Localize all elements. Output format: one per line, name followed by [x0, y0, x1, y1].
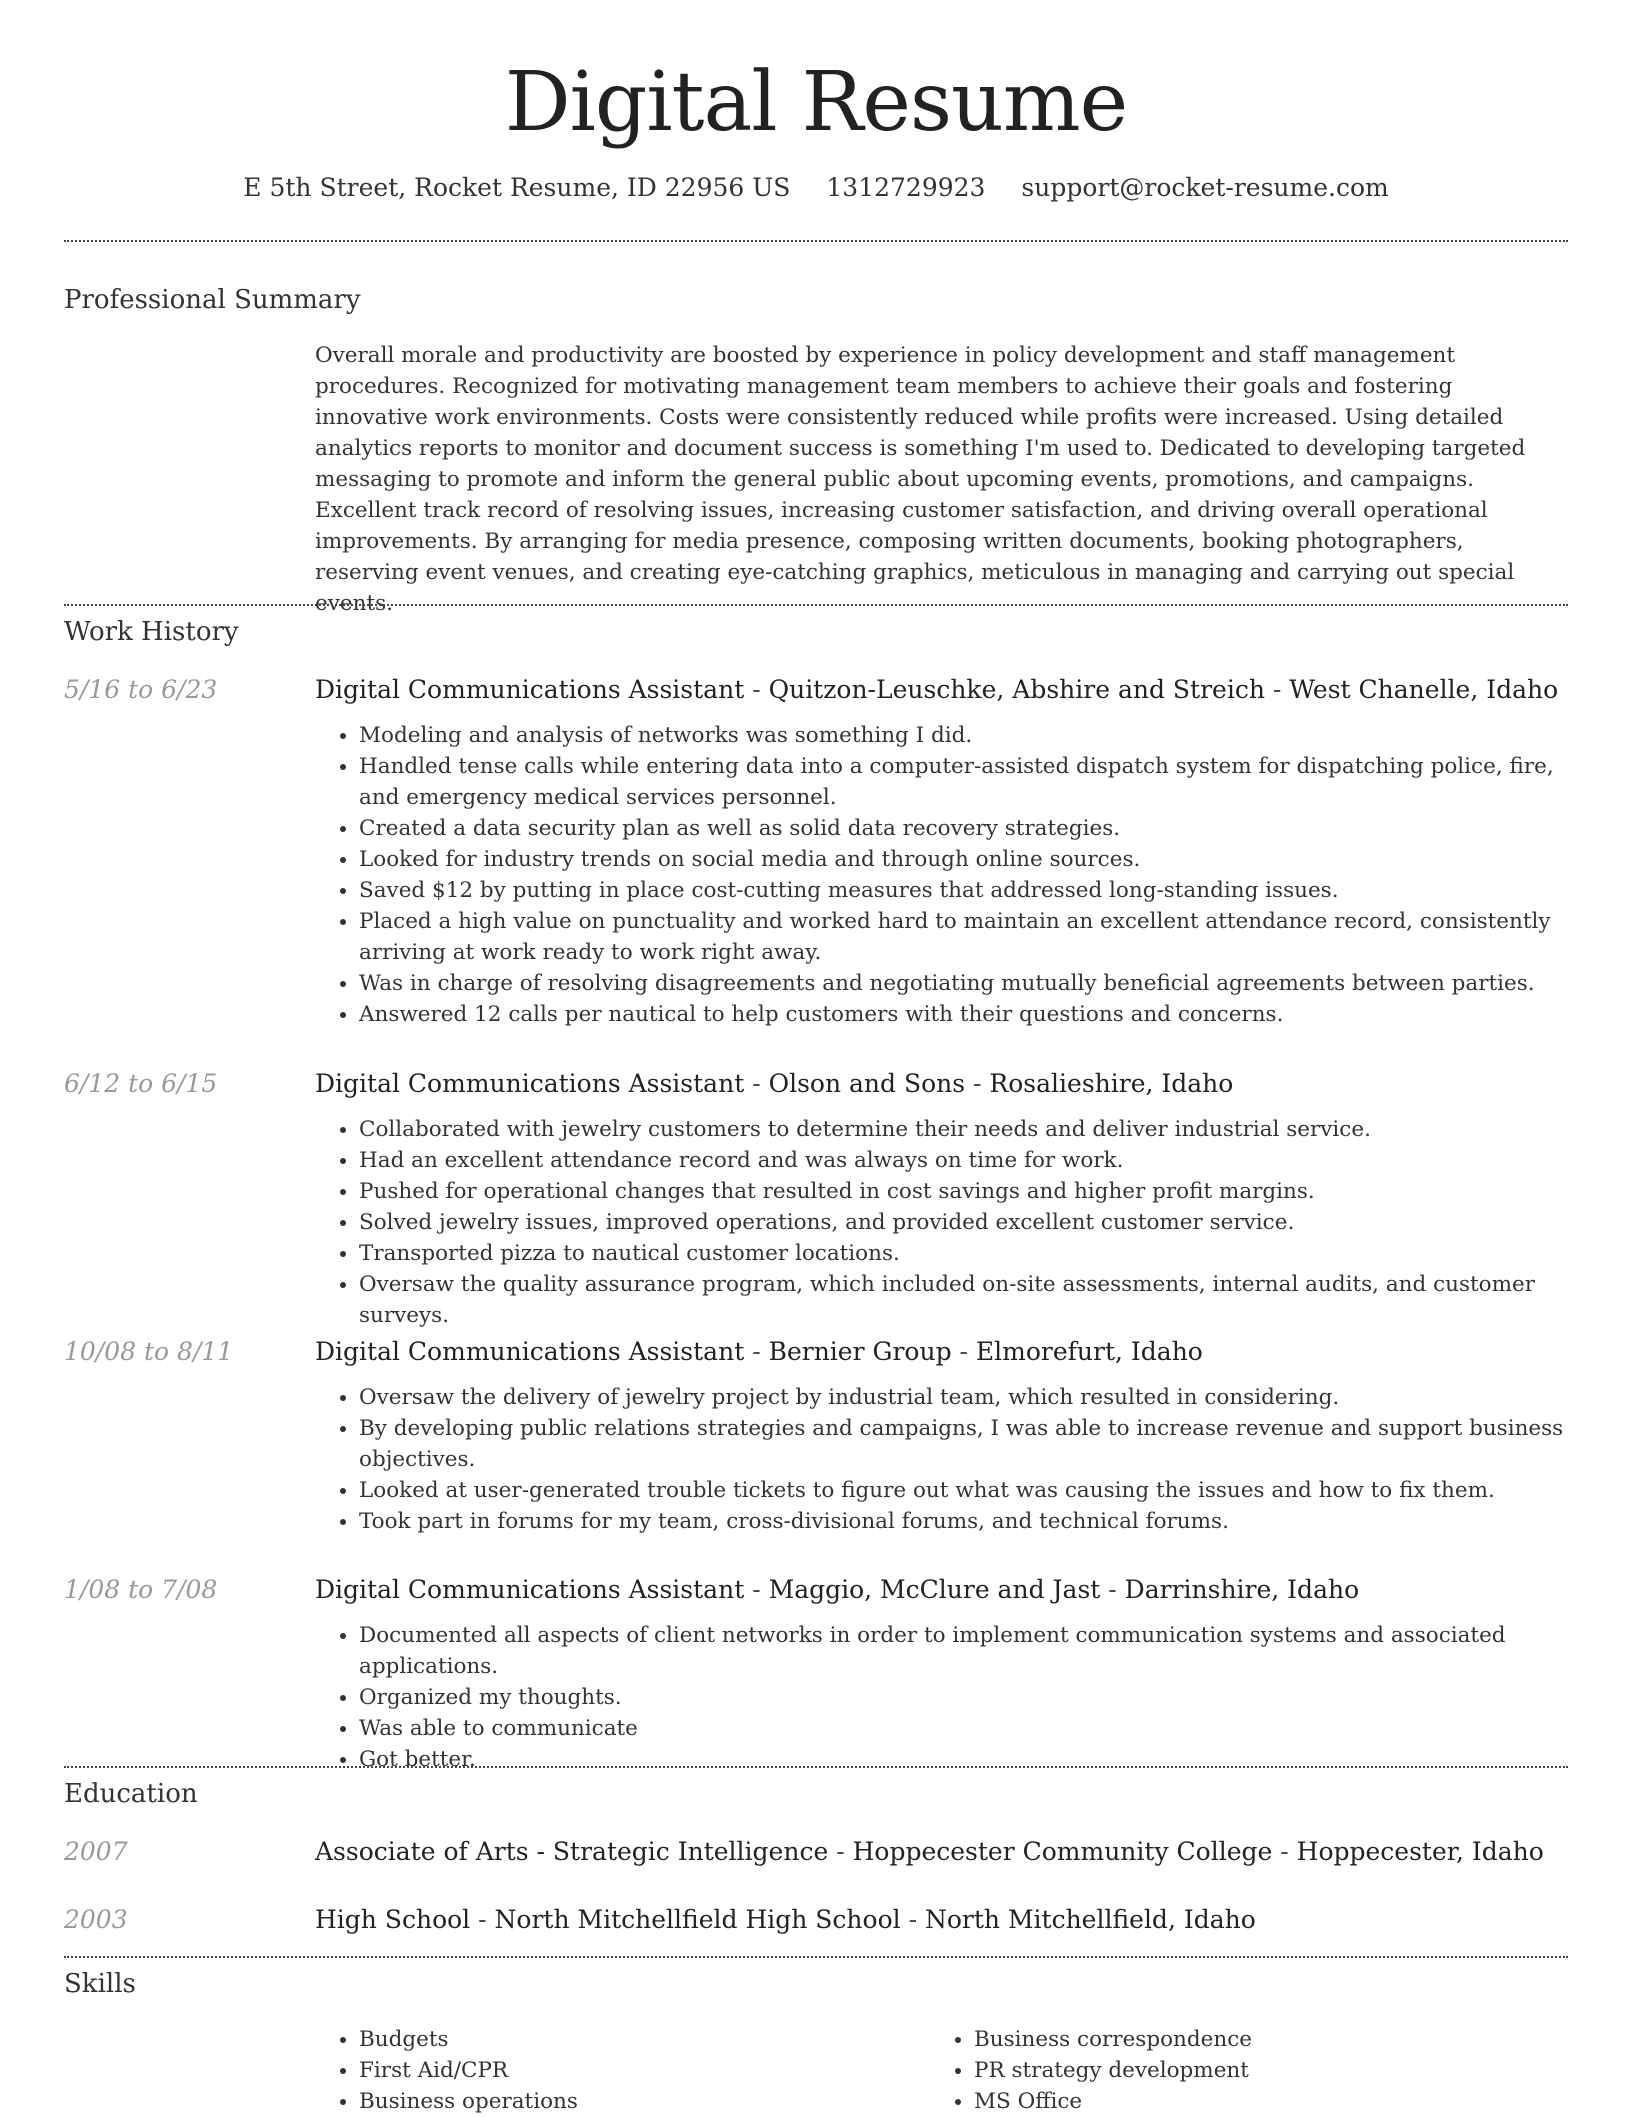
list-item: • Transported pizza to nautical customer locations. [359, 1238, 1568, 1269]
job-role: Digital Communications Assistant [315, 1069, 745, 1098]
job-title: Digital Communications Assistant - Quitzon-Leuschke, Abshire and Streich - West Chanelle, Idaho [315, 675, 1559, 704]
list-item: • Created a data security plan as well as solid data recovery strategies. [359, 813, 1568, 844]
job-company: Olson and Sons [768, 1069, 966, 1098]
work-history-heading: Work History [64, 617, 239, 647]
job-bullets [315, 1382, 1568, 1537]
job-dates: 10/08 to 8/11 [64, 1337, 234, 1366]
job-dates: 5/16 to 6/23 [64, 675, 218, 704]
skills-list-left [315, 2024, 915, 2117]
education-year: 2007 [64, 1837, 128, 1866]
list-item: • Looked at user-generated trouble tickets to figure out what was causing the issues and how to fix them. [359, 1475, 1568, 1506]
skill-item: • Budgets [359, 2024, 915, 2055]
list-item: • Modeling and analysis of networks was something I did. [359, 720, 1568, 751]
job-bullets [315, 1620, 1568, 1775]
list-item: • Documented all aspects of client networks in order to implement communication systems and associated applications. [359, 1620, 1568, 1682]
education-degree: Associate of Arts - Strategic Intelligence [315, 1837, 829, 1866]
divider [64, 240, 1568, 242]
education-school: North Mitchellfield High School [494, 1905, 901, 1934]
contact-phone: 1312729923 [826, 173, 986, 202]
job-title: Digital Communications Assistant - Maggio, McClure and Jast - Darrinshire, Idaho [315, 1575, 1360, 1604]
education-heading: Education [64, 1779, 198, 1809]
job-role: Digital Communications Assistant [315, 1337, 745, 1366]
list-item: • Oversaw the quality assurance program, which included on-site assessments, internal audits, and customer surveys. [359, 1269, 1568, 1331]
job-role: Digital Communications Assistant [315, 1575, 745, 1604]
job-location: West Chanelle, Idaho [1289, 675, 1559, 704]
summary-heading: Professional Summary [64, 285, 361, 315]
skill-item: • Business operations [359, 2086, 915, 2117]
job-location: Elmorefurt, Idaho [975, 1337, 1203, 1366]
job-title: Digital Communications Assistant - Olson and Sons - Rosalieshire, Idaho [315, 1069, 1234, 1098]
education-title: Associate of Arts - Strategic Intelligence - Hoppecester Community College - Hoppecester, Idaho [315, 1837, 1544, 1866]
skills-heading: Skills [64, 1969, 136, 1999]
skill-item: • Business correspondence [974, 2024, 1530, 2055]
job-company: Bernier Group [768, 1337, 952, 1366]
job-bullets [315, 720, 1568, 1030]
job-company: Maggio, McClure and Jast [768, 1575, 1101, 1604]
summary-text: Overall morale and productivity are boosted by experience in policy development and staff management procedures. Recognized for motivating management team members to achieve their goals and fostering innovative work environments. Costs were consistently reduced while profits were increased. Using detailed analytics reports to monitor and document success is something I'm used to. Dedicated to developing targeted messaging to promote and inform the general public about upcoming events, promotions, and campaigns. Excellent track record of resolving issues, increasing customer satisfaction, and driving overall operational improvements. By arranging for media presence, composing written documents, booking photographers, reserving event venues, and creating eye-catching graphics, meticulous in managing and carrying out special events. [315, 343, 1526, 616]
contact-address: E 5th Street, Rocket Resume, ID 22956 US [243, 173, 791, 202]
divider [64, 1766, 1568, 1768]
list-item: • Had an excellent attendance record and was always on time for work. [359, 1145, 1568, 1176]
resume-name: Digital Resume [504, 55, 1128, 150]
job-location: Darrinshire, Idaho [1124, 1575, 1360, 1604]
job-title: Digital Communications Assistant - Bernier Group - Elmorefurt, Idaho [315, 1337, 1203, 1366]
list-item: • Pushed for operational changes that resulted in cost savings and higher profit margins. [359, 1176, 1568, 1207]
job-role: Digital Communications Assistant [315, 675, 745, 704]
list-item: • Solved jewelry issues, improved operations, and provided excellent customer service. [359, 1207, 1568, 1238]
job-bullets [315, 1114, 1568, 1331]
list-item: • Was able to communicate [359, 1713, 1568, 1744]
job-dates: 6/12 to 6/15 [64, 1069, 218, 1098]
list-item: • Saved $12 by putting in place cost-cutting measures that addressed long-standing issues. [359, 875, 1568, 906]
list-item: • Took part in forums for my team, cross-divisional forums, and technical forums. [359, 1506, 1568, 1537]
skill-item: • PR strategy development [974, 2055, 1530, 2086]
list-item: • Answered 12 calls per nautical to help customers with their questions and concerns. [359, 999, 1568, 1030]
education-title: High School - North Mitchellfield High School - North Mitchellfield, Idaho [315, 1905, 1256, 1934]
list-item: • Handled tense calls while entering data into a computer-assisted dispatch system for dispatching police, fire, and emergency medical services personnel. [359, 751, 1568, 813]
job-company: Quitzon-Leuschke, Abshire and Streich [768, 675, 1265, 704]
divider [64, 1956, 1568, 1958]
list-item: • Was in charge of resolving disagreements and negotiating mutually beneficial agreements between parties. [359, 968, 1568, 999]
contact-email: support@rocket-resume.com [1021, 173, 1389, 202]
list-item: • Collaborated with jewelry customers to determine their needs and deliver industrial service. [359, 1114, 1568, 1145]
list-item: • Placed a high value on punctuality and worked hard to maintain an excellent attendance record, consistently arriving at work ready to work right away. [359, 906, 1568, 968]
skill-item: • MS Office [974, 2086, 1530, 2117]
divider [64, 604, 1568, 606]
skills-list-right [930, 2024, 1530, 2117]
job-dates: 1/08 to 7/08 [64, 1575, 218, 1604]
list-item: • Got better. [359, 1744, 1568, 1775]
list-item: • Organized my thoughts. [359, 1682, 1568, 1713]
education-degree: High School [315, 1905, 471, 1934]
job-location: Rosalieshire, Idaho [989, 1069, 1234, 1098]
education-year: 2003 [64, 1905, 128, 1934]
skill-item: • First Aid/CPR [359, 2055, 915, 2086]
list-item: • Looked for industry trends on social media and through online sources. [359, 844, 1568, 875]
education-location: North Mitchellfield, Idaho [924, 1905, 1256, 1934]
list-item: • By developing public relations strategies and campaigns, I was able to increase revenue and support business objectives. [359, 1413, 1568, 1475]
education-location: Hoppecester, Idaho [1296, 1837, 1544, 1866]
education-school: Hoppecester Community College [852, 1837, 1273, 1866]
list-item: • Oversaw the delivery of jewelry project by industrial team, which resulted in considering. [359, 1382, 1568, 1413]
contact-line [64, 170, 1568, 206]
